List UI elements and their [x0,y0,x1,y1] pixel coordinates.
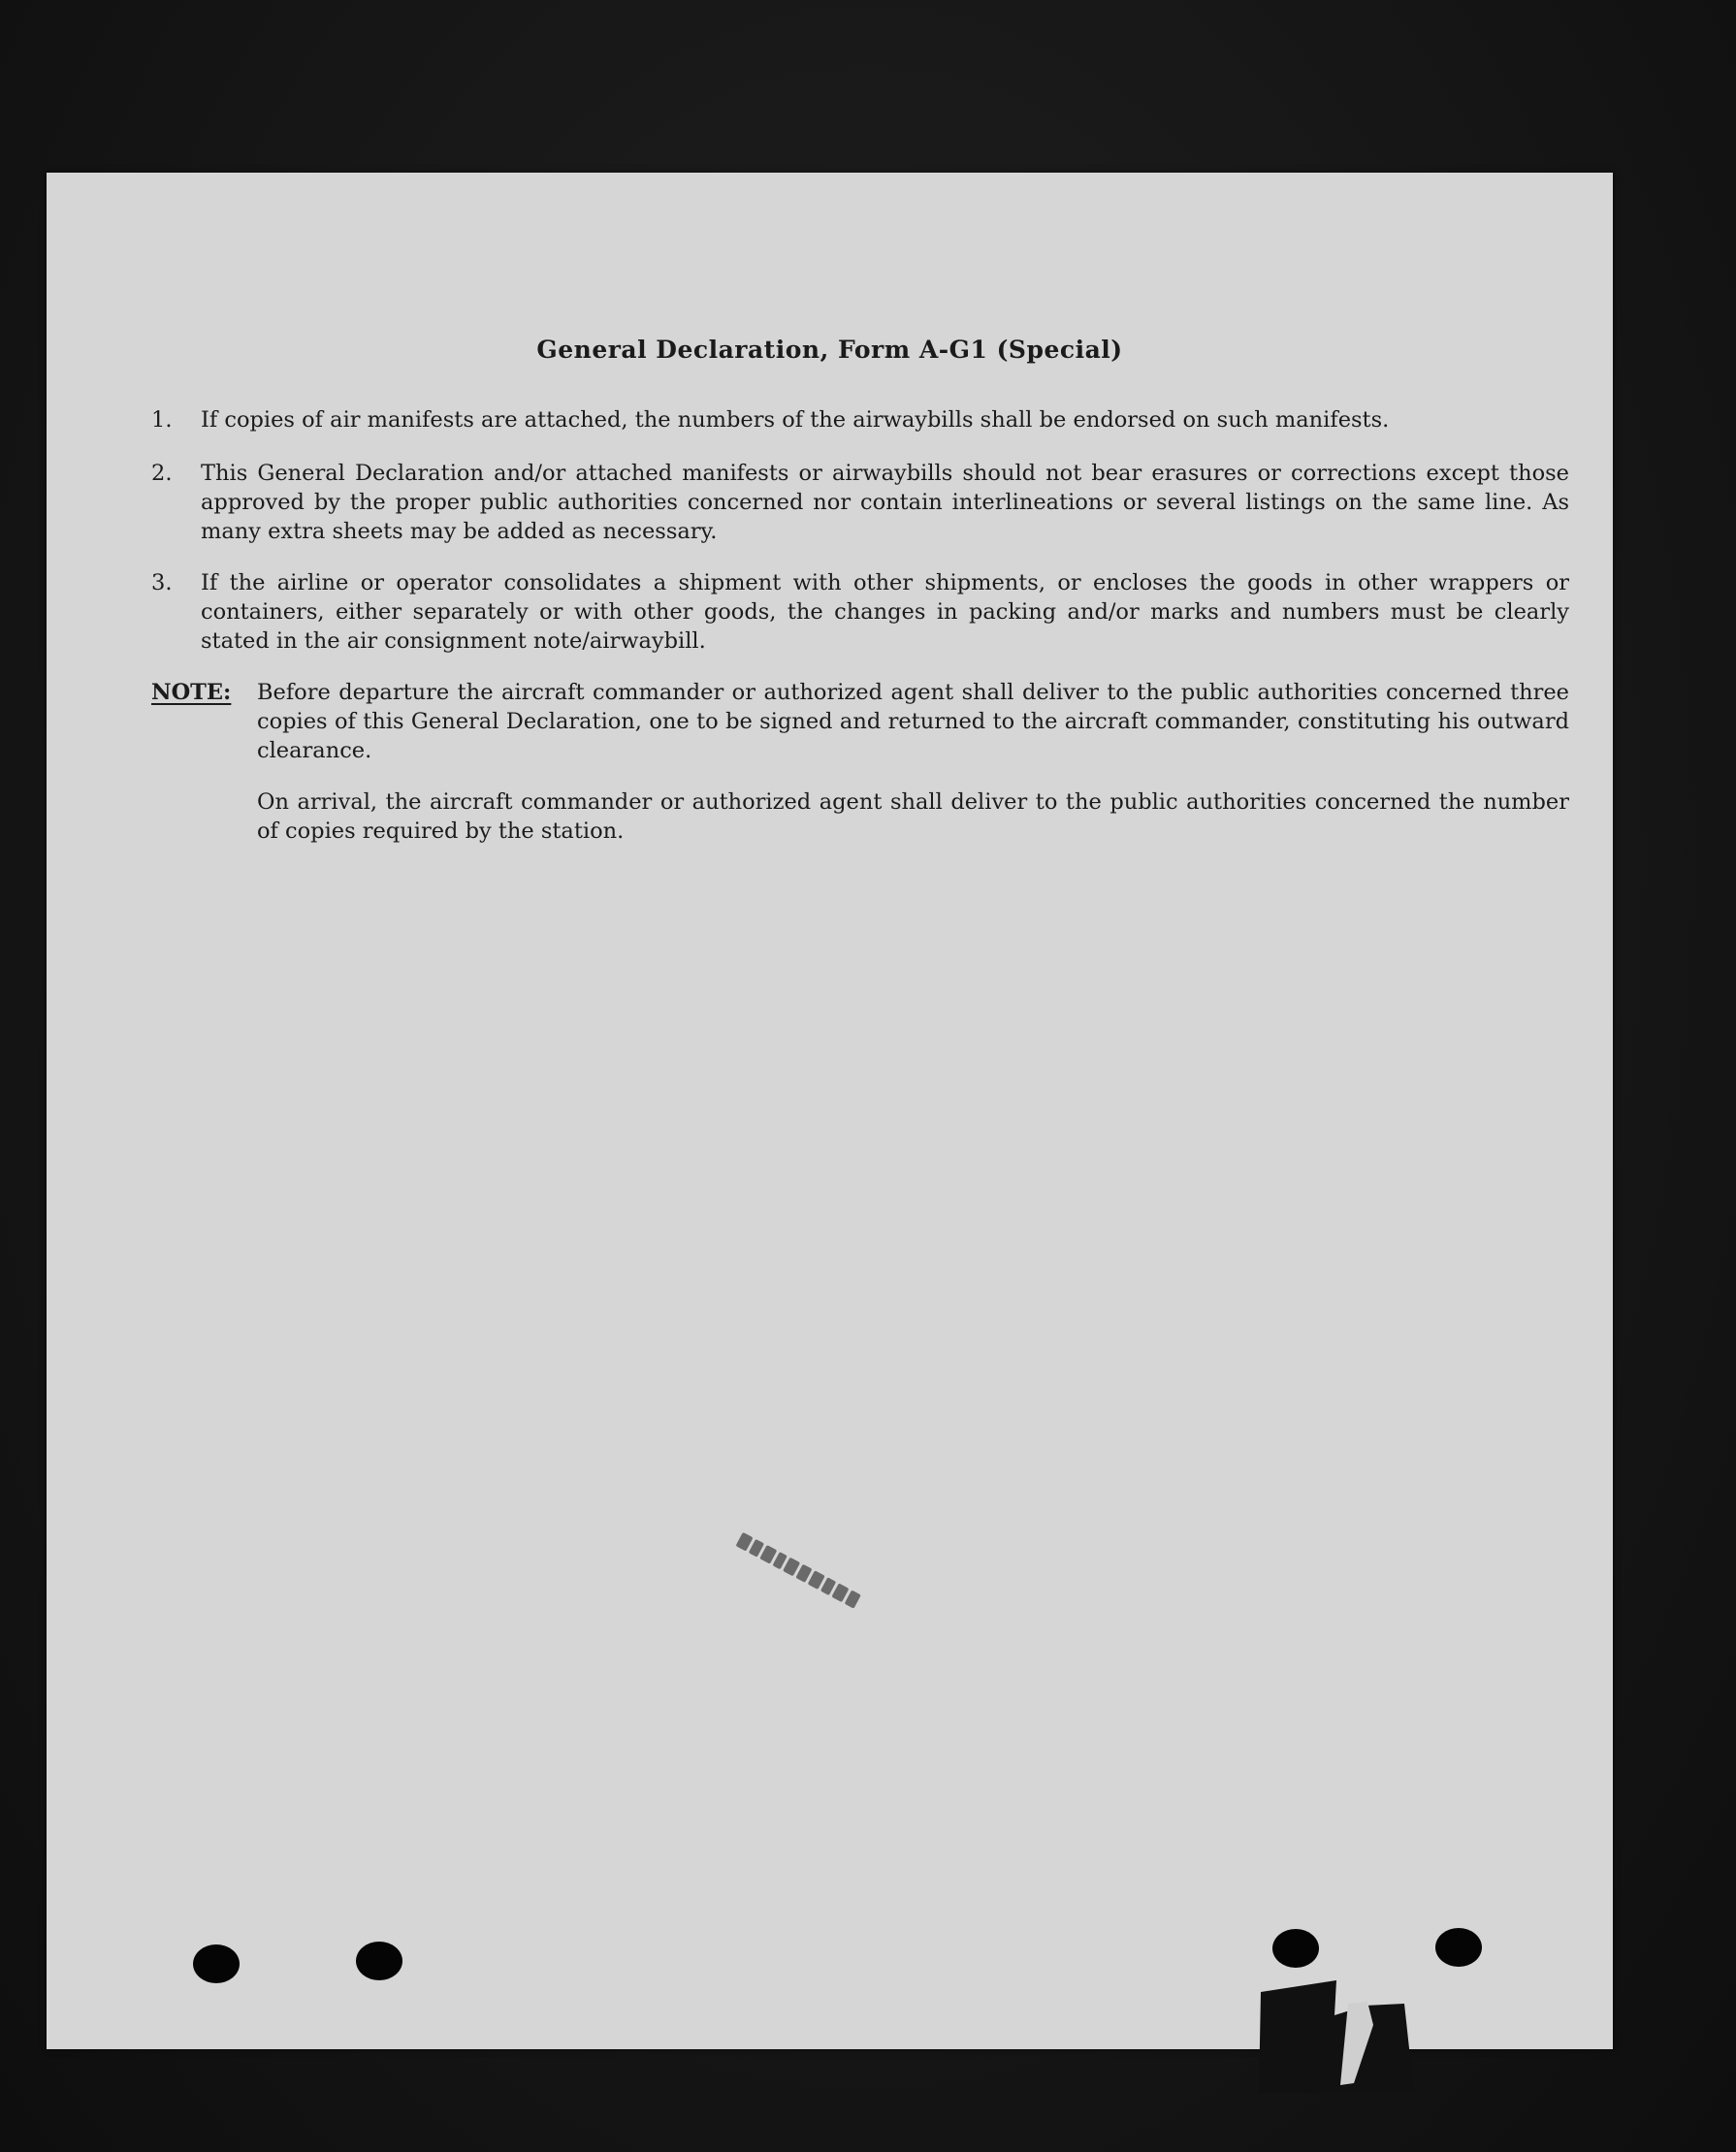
list-item-number: 1. [151,407,173,433]
list-item-number: 3. [151,570,173,595]
binder-hole [1435,1928,1482,1967]
torn-corner [1259,1976,1414,2093]
list-item [151,405,1569,434]
note-label: NOTE: [151,680,232,705]
note-section [151,678,1569,765]
document-title: General Declaration, Form A-G1 (Special) [536,336,1123,364]
note-paragraph: Before departure the aircraft commander or authorized agent shall deliver to the public authorities concerned three copies of this General Declaration, one to be signed and returned to the aircraft commander, constituting his outward clearance. [257,680,1569,763]
list-item-text: If the airline or operator consolidates a shipment with other shipments, or encloses the goods in other wrappers or containers, either separately or with other goods, the changes in packing and/or marks and numbers must be clearly stated in the air consignment note/airwaybill. [201,570,1569,654]
list-item-number: 2. [151,461,173,486]
note-section-arrival [151,787,1569,846]
binder-hole [1272,1929,1319,1968]
binder-hole [356,1942,402,1980]
document-page [47,173,1613,2049]
list-item [151,568,1569,656]
binder-hole [193,1944,240,1983]
list-item-text: This General Declaration and/or attached manifests or airwaybills should not bear erasures or corrections except those approved by the proper public authorities concerned nor contain interlineations or several listings on the same line. As many extra sheets may be added as necessary. [201,461,1569,544]
declassified-stamp [721,1530,885,1618]
note-paragraph: On arrival, the aircraft commander or authorized agent shall deliver to the public authorities concerned the number of copies required by the station. [257,789,1569,844]
list-item [151,459,1569,546]
list-item-text: If copies of air manifests are attached, the numbers of the airwaybills shall be endorsed on such manifests. [201,407,1390,433]
